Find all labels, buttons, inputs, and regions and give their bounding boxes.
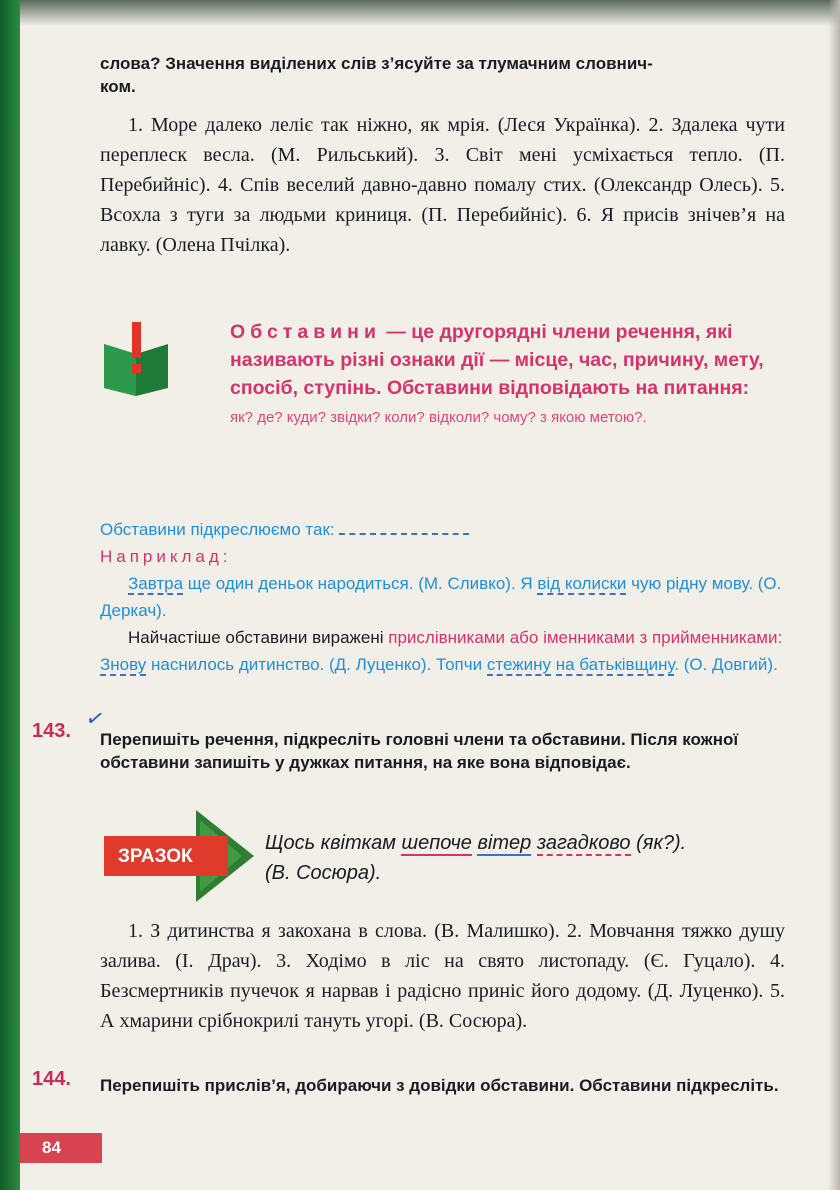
page-number: 84 <box>20 1133 102 1163</box>
task-number-143: 143. <box>32 720 71 742</box>
examples-block <box>100 516 790 678</box>
checkmark-icon: ✓ <box>83 704 107 733</box>
exercise-143-sentences: 1. З дитинства я закохана в слова. (В. Малишко). 2. Мовчання тяжко душу залива. (І. Драч). 3. Ходімо в ліс на свято листопаду. (Є. Гуцало). 4. Безсмертників пучечок я нарвав і радісно приніс його додому. (Д. Луценко). 5. А хмарини срібнокрилі тануть угорі. (В. Сосюра). <box>100 920 785 1032</box>
sample-label-text: ЗРАЗОК <box>118 846 193 867</box>
page-edge-green <box>0 0 20 1190</box>
right-edge-shadow <box>828 0 840 1190</box>
task-144-text: Перепишіть прислів’я, добираючи з довідки обставини. Обставини підкресліть. <box>100 1076 779 1095</box>
task-number-144: 144. <box>32 1068 71 1090</box>
task-143-text: Перепишіть речення, підкресліть головні члени та обставини. Після кожної обставини запишіть у дужках питання, на яке вона відповідає. <box>100 730 739 772</box>
sample-label <box>104 810 254 907</box>
example-1: Завтра ще один деньок народиться. (М. Сливко). Я від колиски чую рідну мову. (О. Деркач). <box>100 574 782 620</box>
top-shadow <box>20 0 840 26</box>
underline-note: Обставини підкреслюємо так: <box>100 516 790 543</box>
task-continuation: слова? Значення виділених слів з’ясуйте за тлумачним словнич- ком. <box>100 54 653 96</box>
exercise-sentences: 1. Море далеко леліє так ніжно, як мрія. (Леся Українка). 2. Здалека чути переплеск весла. (М. Рильський). 3. Світ мені усміхається тепло. (П. Перебийніс). 4. Спів веселий давно-давно помалу стих. (Олександр Олесь). 5. Всохла з туги за людьми криниця. (П. Перебийніс). 6. Я присів знічев’я на лавку. (Олена Пчілка). <box>100 114 785 256</box>
exclamation-book-icon <box>100 322 172 396</box>
example-2: Найчастіше обставини виражені прислівниками або іменниками з прийменниками: Знову наснилось дитинство. (Д. Луценко). Топчи стежину на батьківщину. (О. Довгий). <box>100 628 783 674</box>
for-example-label: Наприклад: <box>100 547 232 566</box>
rule-definition: Обставини — це другорядні члени речення, які називають різні ознаки дії — місце, час, причину, мету, спосіб, ступінь. Обставини відповідають на питання: як? де? куди? звідки? коли? відколи? чому? з якою метою?. <box>230 321 764 426</box>
sample-sentence: Щось квіткам шепоче вітер загадково (як?). (В. Сосюра). <box>265 832 687 884</box>
